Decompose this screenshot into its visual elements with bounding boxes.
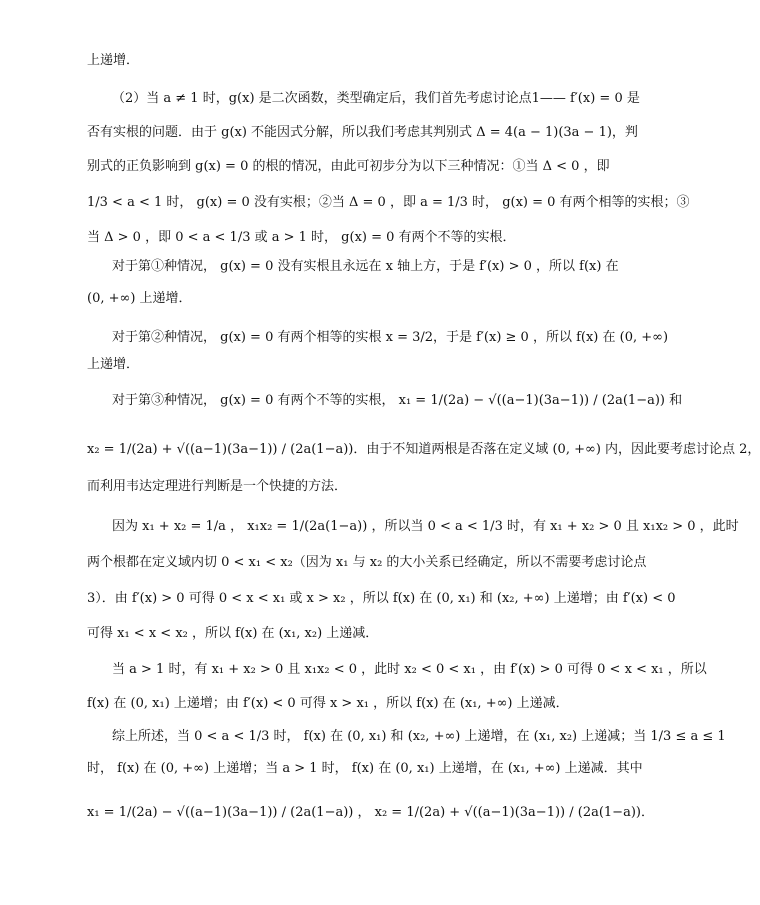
- text-line: 别式的正负影响到 g(x) = 0 的根的情况，由此可初步分为以下三种情况：①当 Δ < 0 ，即: [87, 159, 610, 174]
- text-line: 可得 x₁ < x < x₂ ，所以 f(x) 在 (x₁, x₂) 上递减．: [87, 626, 379, 641]
- text-line: 上递增．: [87, 53, 140, 68]
- text-line: 当 Δ > 0 ，即 0 < a < 1/3 或 a > 1 时， g(x) = 0 有两个不等的实根．: [87, 230, 516, 245]
- text-line: 上递增．: [87, 357, 140, 372]
- text-line: 对于第③种情况， g(x) = 0 有两个不等的实根， x₁ = 1/(2a) − √((a−1)(3a−1)) / (2a(1−a)) 和: [112, 393, 683, 408]
- text-line: x₂ = 1/(2a) + √((a−1)(3a−1)) / (2a(1−a))．由于不知道两根是否落在定义域 (0, +∞) 内，因此要考虑讨论点 2，: [87, 442, 760, 457]
- text-line: 1/3 < a < 1 时， g(x) = 0 没有实根；②当 Δ = 0 ，即 a = 1/3 时， g(x) = 0 有两个相等的实根；③: [87, 195, 690, 210]
- text-line: 综上所述，当 0 < a < 1/3 时， f(x) 在 (0, x₁) 和 (x₂, +∞) 上递增，在 (x₁, x₂) 上递减；当 1/3 ≤ a ≤ 1: [112, 729, 726, 744]
- text-line: （2）当 a ≠ 1 时，g(x) 是二次函数，类型确定后，我们首先考虑讨论点1—— f′(x) = 0 是: [112, 91, 640, 106]
- text-line: 对于第②种情况， g(x) = 0 有两个相等的实根 x = 3/2，于是 f′(x) ≥ 0 ，所以 f(x) 在 (0, +∞): [112, 330, 669, 345]
- text-line: 当 a > 1 时，有 x₁ + x₂ > 0 且 x₁x₂ < 0 ，此时 x₂ < 0 < x₁ ，由 f′(x) > 0 可得 0 < x < x₁ ，所以: [112, 662, 707, 677]
- text-line: 3）．由 f′(x) > 0 可得 0 < x < x₁ 或 x > x₂ ，所以 f(x) 在 (0, x₁) 和 (x₂, +∞) 上递增；由 f′(x) < 0: [87, 591, 676, 606]
- text-line: 对于第①种情况， g(x) = 0 没有实根且永远在 x 轴上方，于是 f′(x) > 0 ，所以 f(x) 在: [112, 259, 619, 274]
- text-line: 因为 x₁ + x₂ = 1/a ， x₁x₂ = 1/(2a(1−a)) ，所以当 0 < a < 1/3 时，有 x₁ + x₂ > 0 且 x₁x₂ > 0 ，此时: [112, 519, 739, 534]
- text-line: f(x) 在 (0, x₁) 上递增；由 f′(x) < 0 可得 x > x₁ ，所以 f(x) 在 (x₁, +∞) 上递减．: [87, 696, 569, 711]
- text-line: 时， f(x) 在 (0, +∞) 上递增；当 a > 1 时， f(x) 在 (0, x₁) 上递增，在 (x₁, +∞) 上递减．其中: [87, 761, 643, 776]
- text-line: 而利用韦达定理进行判断是一个快捷的方法．: [87, 479, 348, 494]
- text-line: (0, +∞) 上递增．: [87, 291, 192, 306]
- text-line: 两个根都在定义域内切 0 < x₁ < x₂（因为 x₁ 与 x₂ 的大小关系已经确定，所以不需要考虑讨论点: [87, 555, 647, 570]
- text-line: x₁ = 1/(2a) − √((a−1)(3a−1)) / (2a(1−a)) ， x₂ = 1/(2a) + √((a−1)(3a−1)) / (2a(1−a))．: [87, 805, 654, 820]
- text-line: 否有实根的问题．由于 g(x) 不能因式分解，所以我们考虑其判别式 Δ = 4(a − 1)(3a − 1)，判: [87, 125, 638, 140]
